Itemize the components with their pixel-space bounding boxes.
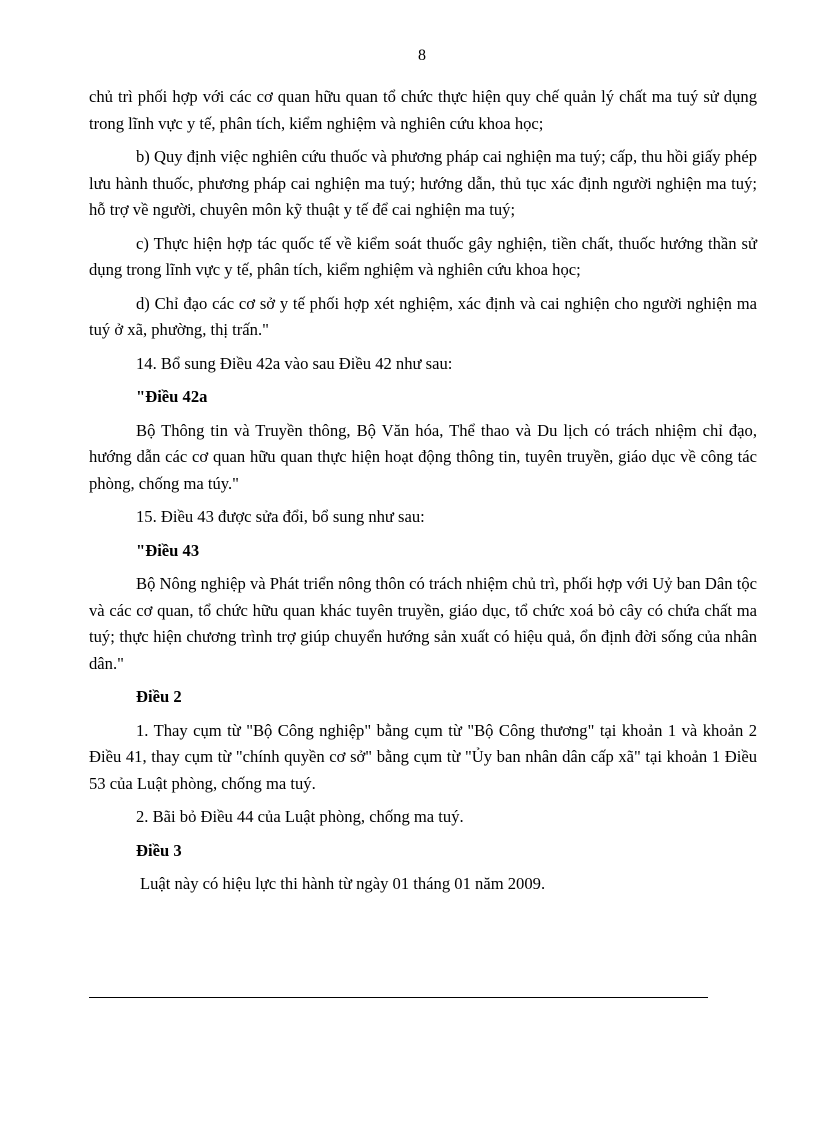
paragraph-clause-14: 14. Bổ sung Điều 42a vào sau Điều 42 như sau: [136, 353, 453, 373]
end-divider-line [89, 997, 708, 998]
paragraph-article-2-item-2: 2. Bãi bỏ Điều 44 của Luật phòng, chống ma tuý. [136, 807, 464, 826]
paragraph-item-d: d) Chỉ đạo các cơ sở y tế phối hợp xét nghiệm, xác định và cai nghiện cho người nghiện ma tuý ở xã, phường, thị trấn." [89, 293, 757, 339]
paragraph-article-42a: Bộ Thông tin và Truyền thông, Bộ Văn hóa, Thể thao và Du lịch có trách nhiệm chỉ đạo, hướng dẫn các cơ quan hữu quan thực hiện hoạt động thông tin, tuyên truyền, giáo dục về công tác phòng, chống ma túy." [89, 420, 757, 493]
paragraph-continuation: chủ trì phối hợp với các cơ quan hữu quan tổ chức thực hiện quy chế quản lý chất ma tuý sử dụng trong lĩnh vực y tế, phân tích, kiểm nghiệm và nghiên cứu khoa học; [89, 87, 757, 133]
paragraph-item-c: c) Thực hiện hợp tác quốc tế về kiểm soát thuốc gây nghiện, tiền chất, thuốc hướng thần sử dụng trong lĩnh vực y tế, phân tích, kiểm nghiệm và nghiên cứu khoa học; [89, 233, 757, 279]
heading-article-2: Điều 2 [136, 687, 182, 706]
paragraph-item-b: b) Quy định việc nghiên cứu thuốc và phương pháp cai nghiện ma tuý; cấp, thu hồi giấy phép lưu hành thuốc, phương pháp cai nghiện ma tuý; hướng dẫn, thủ tục xác định người nghiện ma tuý; hỗ trợ về người, chuyên môn kỹ thuật y tế để cai nghiện ma tuý; [89, 147, 757, 219]
heading-article-43: "Điều 43 [136, 540, 200, 560]
heading-article-42a: "Điều 42a [136, 387, 208, 406]
document-body [89, 84, 757, 905]
paragraph-article-43: Bộ Nông nghiệp và Phát triển nông thôn có trách nhiệm chủ trì, phối hợp với Uỷ ban Dân tộc và các cơ quan, tổ chức hữu quan khác tuyên truyền, giáo dục, tổ chức xoá bỏ cây có chứa chất ma tuý; thực hiện chương trình trợ giúp chuyển hướng sản xuất có hiệu quả, ổn định đời sống của nhân dân." [89, 574, 757, 673]
paragraph-article-2-item-1: 1. Thay cụm từ "Bộ Công nghiệp" bằng cụm từ "Bộ Công thương" tại khoản 1 và khoản 2 Điều 41, thay cụm từ "chính quyền cơ sở" bằng cụm từ "Ủy ban nhân dân cấp xã" tại khoản 1 Điều 53 của Luật phòng, chống ma tuý. [89, 720, 757, 793]
heading-article-3: Điều 3 [136, 840, 182, 860]
paragraph-clause-15: 15. Điều 43 được sửa đổi, bổ sung như sau: [136, 507, 425, 526]
page-number: 8 [418, 47, 426, 64]
paragraph-article-3: Luật này có hiệu lực thi hành từ ngày 01 tháng 01 năm 2009. [140, 874, 546, 893]
